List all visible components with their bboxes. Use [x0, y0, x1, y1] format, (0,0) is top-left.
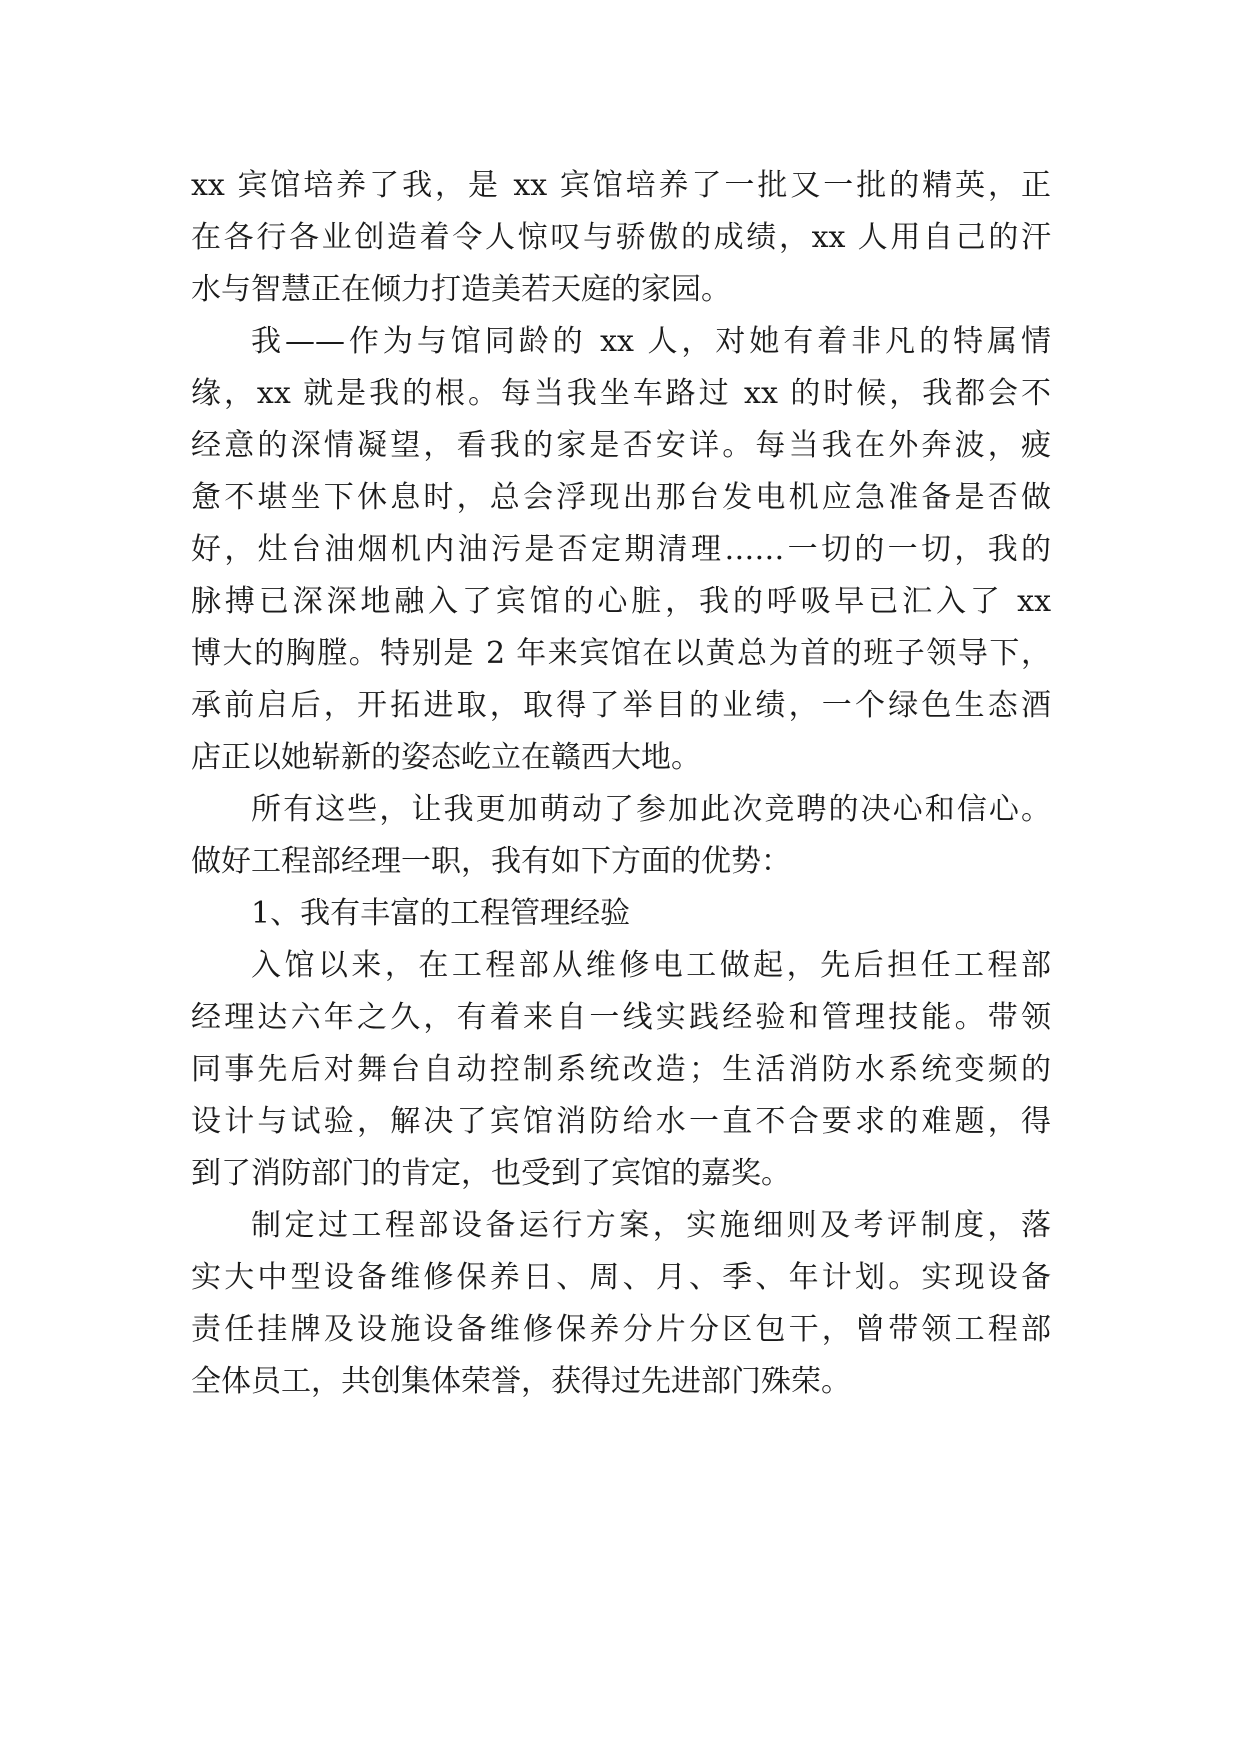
text-line: 所有这些，让我更加萌动了参加此次竞聘的决心和信心。 — [251, 792, 1051, 827]
text-line: 责任挂牌及设施设备维修保养分片分区包干，曾带领工程部 — [191, 1312, 1051, 1347]
text-line: 设计与试验，解决了宾馆消防给水一直不合要求的难题，得 — [191, 1104, 1051, 1139]
text-line: 在各行各业创造着令人惊叹与骄傲的成绩，xx 人用自己的汗 — [191, 220, 1051, 255]
text-line: xx 宾馆培养了我，是 xx 宾馆培养了一批又一批的精英，正 — [191, 168, 1051, 203]
text-line: 经意的深情凝望，看我的家是否安详。每当我在外奔波，疲 — [191, 428, 1051, 463]
text-line: 入馆以来，在工程部从维修电工做起，先后担任工程部 — [251, 948, 1051, 983]
text-line: 好，灶台油烟机内油污是否定期清理……一切的一切，我的 — [191, 532, 1051, 567]
text-line: 我——作为与馆同龄的 xx 人，对她有着非凡的特属情 — [251, 324, 1051, 359]
text-line: 制定过工程部设备运行方案，实施细则及考评制度，落 — [251, 1208, 1051, 1243]
text-line: 店正以她崭新的姿态屹立在赣西大地。 — [191, 740, 701, 775]
text-line: 水与智慧正在倾力打造美若天庭的家园。 — [191, 272, 731, 307]
text-line: 承前启后，开拓进取，取得了举目的业绩，一个绿色生态酒 — [191, 688, 1051, 723]
text-line: 实大中型设备维修保养日、周、月、季、年计划。实现设备 — [191, 1260, 1051, 1295]
text-line: 经理达六年之久，有着来自一线实践经验和管理技能。带领 — [191, 1000, 1051, 1035]
text-line: 博大的胸膛。特别是 2 年来宾馆在以黄总为首的班子领导下， — [191, 636, 1051, 671]
text-line: 惫不堪坐下休息时，总会浮现出那台发电机应急准备是否做 — [191, 480, 1051, 515]
text-line: 同事先后对舞台自动控制系统改造；生活消防水系统变频的 — [191, 1052, 1051, 1087]
text-line: 做好工程部经理一职，我有如下方面的优势： — [191, 844, 791, 879]
section-heading: 1、我有丰富的工程管理经验 — [251, 896, 631, 931]
text-line: 缘，xx 就是我的根。每当我坐车路过 xx 的时候，我都会不 — [191, 376, 1051, 411]
text-line: 全体员工，共创集体荣誉，获得过先进部门殊荣。 — [191, 1364, 851, 1399]
text-line: 脉搏已深深地融入了宾馆的心脏，我的呼吸早已汇入了 xx — [191, 584, 1051, 619]
text-line: 到了消防部门的肯定，也受到了宾馆的嘉奖。 — [191, 1156, 791, 1191]
